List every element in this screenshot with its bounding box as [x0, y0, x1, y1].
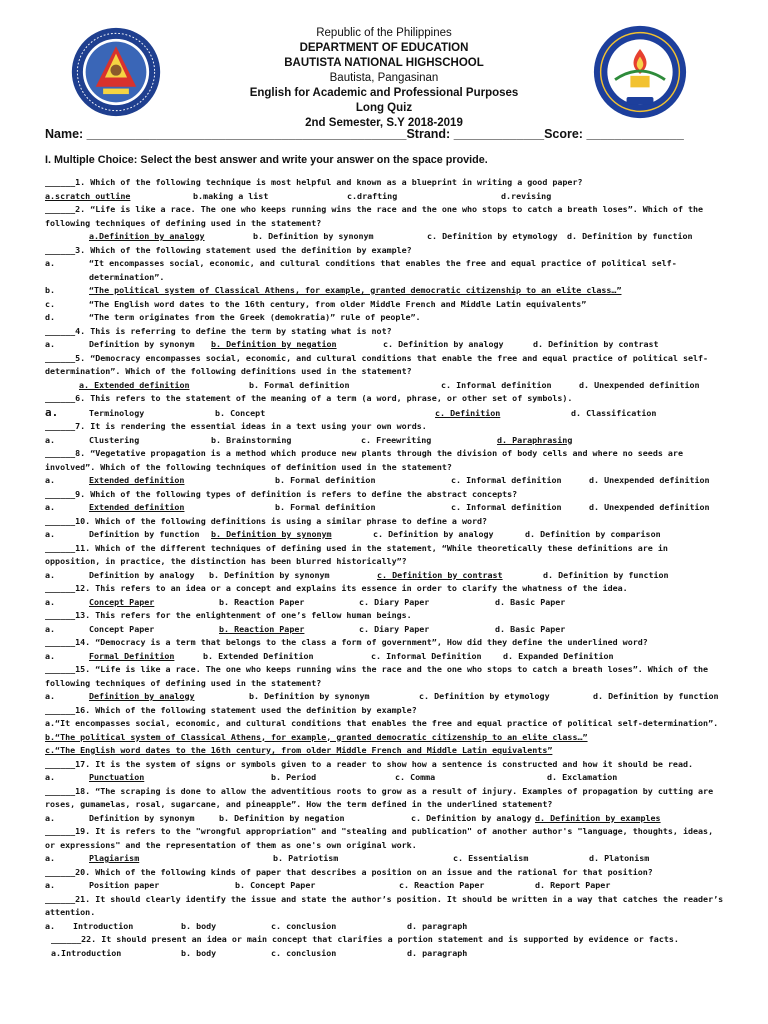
option-a: Concept Paper — [89, 596, 155, 607]
option-text: “It encompasses social, economic, and cultural conditions that enables the free and equal practice of political self-determination”. — [89, 258, 677, 282]
question-1-options — [45, 190, 725, 204]
option-b: b. Definition by negation — [219, 812, 345, 823]
option-a: Plagiarism — [89, 853, 140, 863]
option-text: c.“The English word dates to the 16th century, from older Middle French and Middle Latin equivalents” — [45, 745, 553, 755]
option-d: d. Platonism — [589, 853, 650, 863]
question-18-options — [45, 812, 725, 826]
option-c: c. Informal definition — [451, 475, 562, 485]
question-list — [45, 176, 725, 960]
option-d: d. Classification — [571, 407, 657, 418]
option-a: a.Introduction — [51, 947, 122, 958]
option-d: d. Basic Paper — [495, 596, 566, 607]
option-b: b. body — [181, 947, 217, 958]
subject-title: English for Academic and Professional Purposes — [249, 87, 519, 99]
option-a: a.scratch outline — [45, 190, 131, 201]
question-15-options — [45, 690, 725, 704]
option-d: d. Definition by function — [593, 691, 719, 701]
option-a: a. Extended definition — [79, 379, 190, 390]
question-22-options — [45, 947, 725, 961]
question-3-option-b — [45, 284, 725, 298]
option-a: Definition by analogy — [89, 569, 195, 580]
question-3-option-a — [45, 257, 725, 284]
option-b: b. Definition by synonym — [209, 569, 330, 580]
option-b: b. Period — [271, 772, 317, 782]
question-18: ______18. “The scraping is done to allow the adventitious roots to grow as a result of injury. Examples of propagation by cutting are roses, gumamelas, rosal, sugarcane, and pineapple”. How the term defined in the underlined statement? — [45, 785, 714, 809]
section-directions: I. Multiple Choice: Select the best answer and write your answer on the space provide. — [45, 154, 488, 166]
question-9 — [45, 488, 725, 502]
option-d: d. Unexpended definition — [589, 475, 710, 485]
question-stem: ______1. Which of the following technique is most helpful and known as a blueprint in writing a good paper? — [45, 177, 583, 187]
question-1 — [45, 176, 725, 190]
option-letter: a. — [45, 258, 56, 268]
question-stem: ______3. Which of the following statement used the definition by example? — [45, 244, 412, 255]
option-d: d. Paraphrasing — [497, 434, 573, 445]
student-info-line[interactable]: Name: ______________________________________________Strand: _____________Score: ______________ — [45, 127, 684, 141]
option-letter: a. — [45, 502, 56, 512]
option-letter: a. — [45, 772, 56, 782]
option-letter: a. — [45, 880, 56, 890]
semester-line: 2nd Semester, S.Y 2018-2019 — [305, 117, 463, 129]
option-letter: c. — [45, 298, 56, 309]
option-c: c.drafting — [347, 190, 398, 201]
question-6 — [45, 392, 725, 406]
question-22 — [45, 933, 725, 947]
question-4-options — [45, 338, 725, 352]
question-8-options — [45, 474, 725, 488]
department-line: DEPARTMENT OF EDUCATION — [299, 42, 469, 54]
question-8: ______8. “Vegetative propagation is a method which produce new plants through the division of body cells and where no seeds are involved”. Which of the following techniques of definition used in the statement? — [45, 448, 683, 472]
option-b: b. Concept — [215, 407, 266, 418]
option-letter: b. — [45, 285, 56, 295]
question-4 — [45, 325, 725, 339]
option-b: b. Extended Definition — [203, 650, 314, 661]
option-c: c. Definition by analogy — [411, 812, 532, 823]
option-c: c. Definition by analogy — [373, 529, 494, 539]
option-a: a.Definition by analogy — [89, 231, 205, 241]
option-a: Definition by analogy — [89, 691, 195, 701]
question-9-options — [45, 501, 725, 515]
document-header — [0, 26, 768, 131]
option-d: d. Report Paper — [535, 880, 611, 890]
question-stem: ______10. Which of the following definitions is using a similar phrase to define a word? — [45, 515, 488, 526]
option-b: b. Formal definition — [249, 379, 350, 390]
option-d: d. paragraph — [407, 920, 468, 931]
option-b: b. Definition by synonym — [249, 691, 370, 701]
question-7-options — [45, 434, 725, 448]
question-stem: ______14. “Democracy is a term that belongs to the class a form of government”, How did they define the underlined word? — [45, 637, 648, 647]
option-c: c. Reaction Paper — [399, 880, 485, 890]
option-letter: a. — [45, 529, 56, 539]
question-12 — [45, 582, 725, 596]
option-text: “The term originates from the Greek (demokratia)” rule of people”. — [89, 312, 421, 322]
option-c: c. conclusion — [271, 947, 337, 958]
option-d: d. Expanded Definition — [503, 650, 614, 661]
question-20-options — [45, 879, 725, 893]
option-text: “The English word dates to the 16th century, from older Middle French and Middle Latin equivalents” — [89, 298, 587, 309]
question-3-option-c — [45, 298, 725, 312]
question-stem: ______20. Which of the following kinds of paper that describes a position on an issue and the rational for that position? — [45, 866, 653, 877]
question-stem: ______22. It should present an idea or main concept that clarifies a portion statement and is supported by evidence or facts. — [51, 934, 679, 944]
question-13-options — [45, 623, 725, 637]
question-12-options — [45, 596, 725, 610]
option-a: Extended definition — [89, 475, 185, 485]
option-b: b. Concept Paper — [235, 880, 316, 890]
option-c: c. Informal definition — [451, 502, 562, 512]
question-17 — [45, 758, 725, 772]
option-c: c. Diary Paper — [359, 623, 430, 634]
option-b: b. Definition by synonym — [253, 231, 374, 241]
option-a: Concept Paper — [89, 623, 155, 634]
option-c: c. Freewriting — [361, 434, 432, 445]
question-stem: ______7. It is rendering the essential ideas in a text using your own words. — [45, 421, 427, 431]
option-d: d. Definition by function — [567, 231, 693, 241]
option-letter: a. — [45, 339, 56, 349]
question-16 — [45, 704, 725, 718]
option-letter: a. — [45, 853, 56, 863]
option-letter: a. — [45, 434, 56, 445]
question-17-options — [45, 771, 725, 785]
option-d: d. Definition by function — [543, 569, 669, 580]
question-10 — [45, 515, 725, 529]
question-5-options — [45, 379, 725, 393]
question-11: ______11. Which of the different techniques of defining used in the statement, “While theoretically these definitions are in opposition, in practice, the distinction has been blurred historically”? — [45, 542, 668, 566]
option-c: c. Essentialism — [453, 853, 529, 863]
option-letter: a. — [45, 691, 56, 701]
option-a: Punctuation — [89, 772, 145, 782]
republic-line: Republic of the Philippines — [316, 27, 452, 39]
option-d: d. Basic Paper — [495, 623, 566, 634]
question-13 — [45, 609, 725, 623]
school-name: BAUTISTA NATIONAL HIGHSCHOOL — [284, 57, 484, 69]
question-21-options — [45, 920, 725, 934]
question-7 — [45, 420, 725, 434]
option-d: d.revising — [501, 190, 552, 201]
question-stem: ______12. This refers to an idea or a concept and explains its essence in order to clarify the whatness of the idea. — [45, 583, 628, 593]
question-6-options — [45, 406, 725, 421]
option-a: Clustering — [89, 434, 140, 445]
question-5: ______5. “Democracy encompasses social, economic, and cultural conditions that enable the free and equal practice of political self-determination”. Which of the following definitions used in the statement? — [45, 352, 709, 376]
option-c: c. Definition by etymology — [419, 691, 550, 701]
option-letter: a. — [45, 920, 56, 931]
question-14 — [45, 636, 725, 650]
option-a: Terminology — [89, 407, 145, 418]
question-10-options — [45, 528, 725, 542]
option-b: b. Brainstorming — [211, 434, 292, 445]
option-c: c. Comma — [395, 772, 436, 782]
option-d: d. Definition by comparison — [525, 529, 661, 539]
option-b: b. Reaction Paper — [219, 596, 305, 607]
option-letter: a. — [45, 475, 56, 485]
option-letter: a. — [45, 596, 56, 607]
option-b: b. Formal definition — [275, 475, 376, 485]
question-stem: ______6. This refers to the statement of the meaning of a term (a word, phrase, or other set of symbols). — [45, 393, 573, 403]
option-b: b. Definition by synonym — [211, 529, 332, 539]
option-letter: a. — [45, 569, 56, 580]
option-c: c. Definition — [435, 407, 501, 418]
option-b: b. body — [181, 920, 217, 931]
option-c: c. Definition by etymology — [427, 231, 558, 241]
option-c: c. Informal definition — [441, 379, 552, 390]
option-a: Formal Definition — [89, 650, 175, 661]
exam-title: Long Quiz — [355, 102, 413, 114]
question-2-options — [45, 230, 725, 244]
option-letter: a. — [45, 650, 56, 661]
option-d: d. Definition by contrast — [533, 339, 659, 349]
option-d: d. Unexpended definition — [579, 379, 700, 390]
question-19: ______19. It is refers to the "wrongful appropriation" and "stealing and publication" of another author's "language, thoughts, ideas, or expressions" and the representation of them as one's own original work. — [45, 826, 714, 850]
option-d: d. Exclamation — [547, 772, 618, 782]
option-b: b. Formal definition — [275, 502, 376, 512]
question-21: ______21. It should clearly identify the issue and state the author’s position. It should be written in a way that catches the reader’s attention. — [45, 893, 724, 917]
question-19-options — [45, 852, 725, 866]
question-16-option-b — [45, 731, 725, 745]
question-3 — [45, 244, 725, 258]
option-b: b.making a list — [193, 190, 269, 201]
option-a: Definition by synonym — [89, 339, 195, 349]
option-d: d. paragraph — [407, 947, 468, 958]
option-c: c. Definition by analogy — [383, 339, 504, 349]
option-b: b. Definition by negation — [211, 339, 337, 349]
question-11-options — [45, 569, 725, 583]
option-a: Introduction — [73, 920, 134, 931]
option-c: c. conclusion — [271, 920, 337, 931]
question-14-options — [45, 650, 725, 664]
option-text: b.“The political system of Classical Athens, for example, granted democratic citizenship to an elite class…” — [45, 731, 588, 742]
option-letter: a. — [45, 405, 59, 419]
question-16-option-c — [45, 744, 725, 758]
option-letter: a. — [45, 623, 56, 634]
option-c: c. Definition by contrast — [377, 569, 503, 580]
option-b: b. Patriotism — [273, 853, 339, 863]
option-b: b. Reaction Paper — [219, 623, 305, 634]
option-text: “The political system of Classical Athens, for example, granted democratic citizenship to an elite class…” — [89, 285, 622, 295]
option-d: d. Definition by examples — [535, 812, 661, 823]
question-20 — [45, 866, 725, 880]
option-c: c. Informal Definition — [371, 650, 482, 661]
option-a: Definition by function — [89, 529, 200, 539]
option-a: Extended definition — [89, 502, 185, 512]
question-stem: ______13. This refers for the enlightenment of one’s fellow human beings. — [45, 610, 412, 620]
question-16-option-a: a.“It encompasses social, economic, and cultural conditions that enables the free and equal practice of political self-determination”. — [45, 718, 719, 728]
option-letter: d. — [45, 312, 56, 322]
option-letter: a. — [45, 812, 56, 823]
question-stem: ______16. Which of the following statement used the definition by example? — [45, 704, 417, 715]
school-location: Bautista, Pangasinan — [329, 72, 439, 84]
question-stem: ______17. It is the system of signs or symbols given to a reader to show how a sentence is constructed and how it should be read. — [45, 758, 694, 769]
option-a: Position paper — [89, 880, 160, 890]
question-3-option-d — [45, 311, 725, 325]
question-stem: ______9. Which of the following types of definition is refers to define the abstract concepts? — [45, 488, 518, 499]
option-d: d. Unexpended definition — [589, 502, 710, 512]
question-2: ______2. “Life is like a race. The one who keeps running wins the race and the one who stops to catch a breath loses”. Which of the following techniques of defining used in the statement? — [45, 204, 704, 228]
option-c: c. Diary Paper — [359, 596, 430, 607]
question-stem: ______4. This is referring to define the term by stating what is not? — [45, 325, 392, 336]
option-a: Definition by synonym — [89, 812, 195, 823]
question-15: ______15. “Life is like a race. The one who keeps running wins the race and the one who stops to catch a breath loses”. Which of the following techniques of defining used in the statement? — [45, 664, 709, 688]
